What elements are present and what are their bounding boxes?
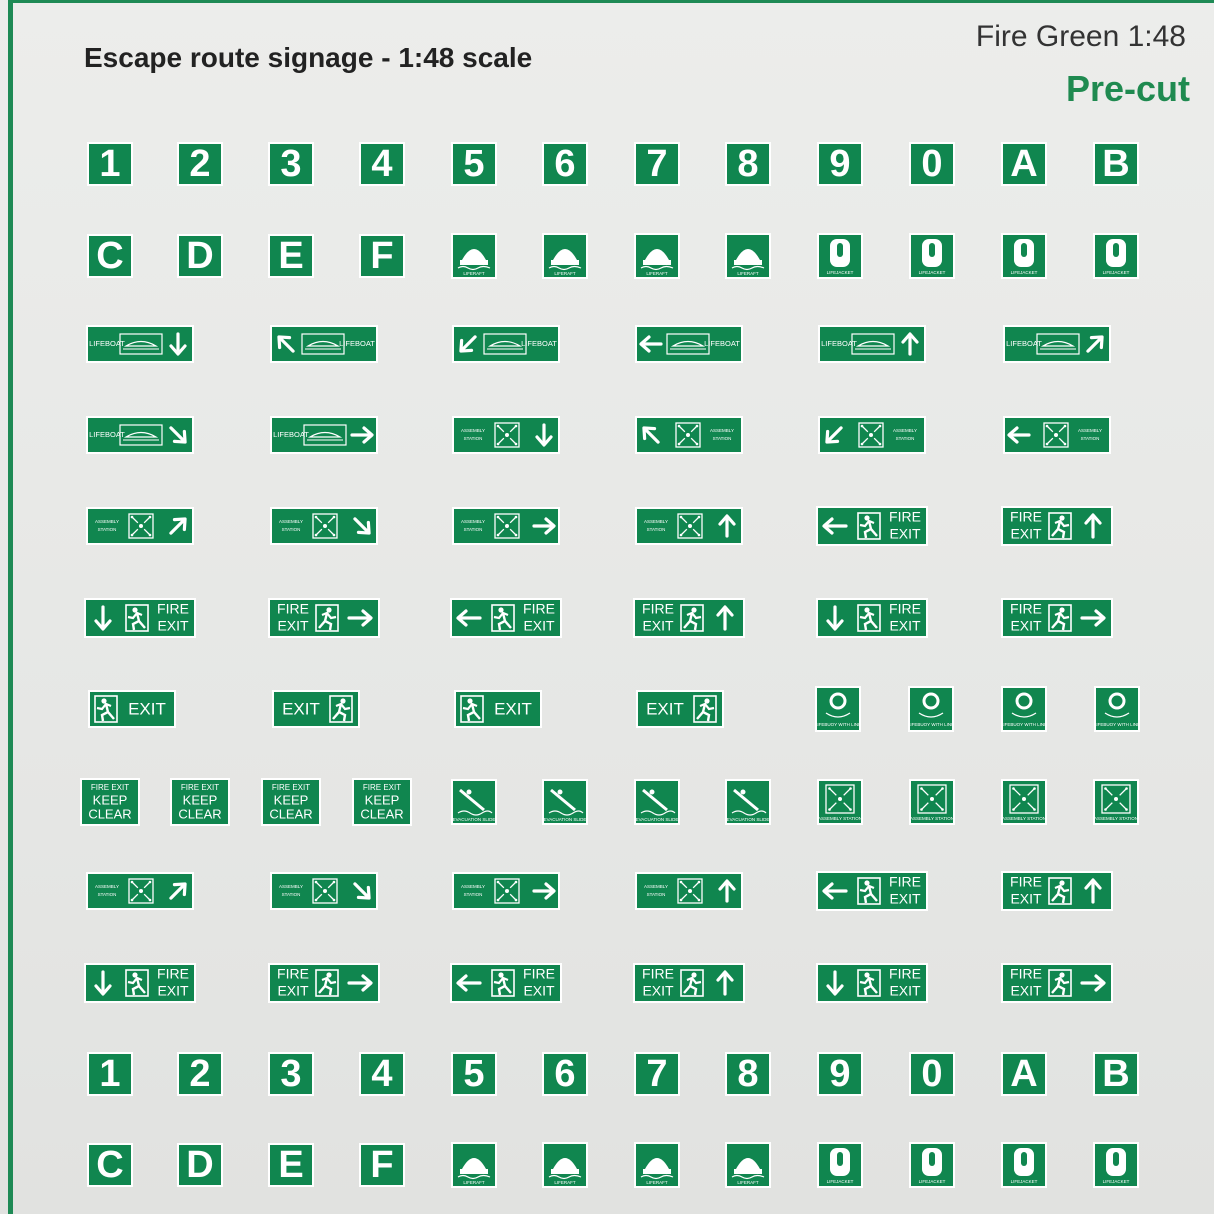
sign-character-text: 4 xyxy=(371,1053,393,1096)
assembly-caption: ASSEMBLY STATION xyxy=(1094,816,1138,822)
sign-character-text: F xyxy=(370,235,394,278)
assembly-station-sign xyxy=(818,780,862,824)
sign-character-text: 5 xyxy=(463,143,485,186)
assembly-label: ASSEMBLY xyxy=(461,428,485,434)
lifejacket-caption: LIFEJACKET xyxy=(1102,1179,1130,1185)
lifejacket-sign xyxy=(1094,1143,1138,1187)
lifejacket-caption: LIFEJACKET xyxy=(1102,270,1130,276)
fire-label: FIRE xyxy=(277,600,309,617)
sign-character-text: B xyxy=(1102,1053,1130,1096)
fire-label: FIRE xyxy=(889,508,921,525)
fire-label: FIRE xyxy=(1010,873,1042,890)
keep-clear-header: FIRE EXIT xyxy=(180,783,220,793)
sign-character-text: 5 xyxy=(463,1053,485,1096)
precut-label: Pre-cut xyxy=(1065,68,1190,109)
sign-character xyxy=(88,235,132,277)
liferaft-caption: LIFERAFT xyxy=(463,271,485,277)
lifeboat-label: LIFEBOAT xyxy=(821,338,857,348)
assembly-label: STATION xyxy=(463,527,483,533)
assembly-up-sign xyxy=(636,508,742,544)
liferaft-sign xyxy=(543,1143,587,1187)
sign-character xyxy=(178,1144,222,1186)
lifebuoy-caption: LIFEBUOY WITH LINE xyxy=(1000,722,1048,728)
lifejacket-caption: LIFEJACKET xyxy=(826,1179,854,1185)
fire-label: FIRE xyxy=(157,965,189,982)
exit-sign xyxy=(273,691,359,727)
fire-label: FIRE xyxy=(1010,508,1042,525)
assembly-label: ASSEMBLY xyxy=(95,884,119,890)
fire-label: FIRE xyxy=(523,600,555,617)
sign-character-text: 8 xyxy=(737,143,759,186)
assembly-label: ASSEMBLY xyxy=(893,428,917,434)
fire-exit-right-sign xyxy=(269,964,379,1002)
sign-character-text: C xyxy=(96,235,124,278)
fire-label: FIRE xyxy=(889,600,921,617)
clear-label: CLEAR xyxy=(360,806,404,822)
sign-character xyxy=(269,143,313,185)
sign-character-text: 0 xyxy=(921,1053,943,1096)
lifebuoy-caption: LIFEBUOY WITH LINE xyxy=(907,722,955,728)
lifejacket-caption: LIFEJACKET xyxy=(826,270,854,276)
sign-character-text: 6 xyxy=(554,1053,576,1096)
lifeboat-down-left-sign xyxy=(453,326,559,362)
fire-exit-right-sign xyxy=(269,599,379,637)
sign-character xyxy=(269,1144,313,1186)
sign-character xyxy=(635,1053,679,1095)
assembly-up-sign xyxy=(636,873,742,909)
sign-character xyxy=(818,1053,862,1095)
assembly-label: STATION xyxy=(646,892,666,898)
lifejacket-sign xyxy=(910,1143,954,1187)
exit-label: EXIT xyxy=(1010,617,1042,634)
sign-character-text: 1 xyxy=(99,143,121,186)
sign-character xyxy=(360,143,404,185)
exit-label: EXIT xyxy=(282,699,320,719)
assembly-left-sign xyxy=(1004,417,1110,453)
assembly-caption: ASSEMBLY STATION xyxy=(818,816,862,822)
keep-label: KEEP xyxy=(182,792,218,808)
evacuation-slide-sign xyxy=(543,780,587,824)
sign-character xyxy=(360,1053,404,1095)
lifejacket-icon xyxy=(1014,1148,1034,1176)
exit-label: EXIT xyxy=(157,982,189,999)
fire-exit-keep-clear-sign xyxy=(353,779,411,825)
lifeboat-label: LIFEBOAT xyxy=(704,338,740,348)
fire-exit-left-sign xyxy=(817,872,927,910)
liferaft-sign xyxy=(726,234,770,278)
assembly-label: ASSEMBLY xyxy=(461,884,485,890)
lifeboat-up-right-sign xyxy=(1004,326,1110,362)
evacuation-caption: EVACUATION SLIDE xyxy=(543,817,587,823)
fire-label: FIRE xyxy=(523,965,555,982)
exit-label: EXIT xyxy=(642,617,674,634)
assembly-label: STATION xyxy=(646,527,666,533)
fire-label: FIRE xyxy=(1010,965,1042,982)
exit-label: EXIT xyxy=(1010,525,1042,542)
fire-exit-down-sign xyxy=(85,964,195,1002)
assembly-label: STATION xyxy=(1080,436,1100,442)
lifeboat-up-sign xyxy=(819,326,925,362)
assembly-label: STATION xyxy=(97,892,117,898)
fire-label: FIRE xyxy=(889,873,921,890)
fire-exit-left-sign xyxy=(451,599,561,637)
assembly-down-right-sign xyxy=(271,873,377,909)
sign-character-text: 7 xyxy=(646,143,668,186)
sign-character-text: 3 xyxy=(280,143,302,186)
keep-clear-header: FIRE EXIT xyxy=(90,783,130,793)
sign-character xyxy=(452,1053,496,1095)
sign-character-text: 8 xyxy=(737,1053,759,1096)
sign-character xyxy=(818,143,862,185)
assembly-label: STATION xyxy=(281,892,301,898)
sheet-border-left xyxy=(8,0,13,1214)
exit-label: EXIT xyxy=(277,617,309,634)
liferaft-sign xyxy=(543,234,587,278)
sign-character xyxy=(269,1053,313,1095)
sign-character xyxy=(1002,143,1046,185)
exit-label: EXIT xyxy=(646,699,684,719)
assembly-label: ASSEMBLY xyxy=(279,884,303,890)
sign-character xyxy=(178,143,222,185)
lifeboat-label: LIFEBOAT xyxy=(89,429,125,439)
evacuation-caption: EVACUATION SLIDE xyxy=(635,817,679,823)
lifebuoy-caption: LIFEBUOY WITH LINE xyxy=(814,722,862,728)
lifebuoy-sign xyxy=(816,687,860,731)
lifeboat-up-left-sign xyxy=(271,326,377,362)
fire-exit-right-sign xyxy=(1002,599,1112,637)
exit-sign xyxy=(455,691,541,727)
sign-character-text: 7 xyxy=(646,1053,668,1096)
sign-character-text: D xyxy=(186,1144,214,1187)
exit-label: EXIT xyxy=(889,525,921,542)
sign-character-text: F xyxy=(370,1144,394,1187)
keep-label: KEEP xyxy=(273,792,309,808)
sign-character-text: 0 xyxy=(921,143,943,186)
liferaft-caption: LIFERAFT xyxy=(737,271,759,277)
assembly-label: STATION xyxy=(712,436,732,442)
liferaft-caption: LIFERAFT xyxy=(554,1180,576,1186)
lifebuoy-caption: LIFEBUOY WITH LINE xyxy=(1093,722,1141,728)
assembly-label: ASSEMBLY xyxy=(644,884,668,890)
assembly-up-right-sign xyxy=(87,508,193,544)
assembly-label: STATION xyxy=(281,527,301,533)
clear-label: CLEAR xyxy=(178,806,222,822)
lifejacket-icon xyxy=(830,239,850,267)
lifeboat-down-sign xyxy=(87,326,193,362)
lifejacket-sign xyxy=(910,234,954,278)
fire-exit-up-sign xyxy=(634,599,744,637)
fire-exit-keep-clear-sign xyxy=(171,779,229,825)
sign-character xyxy=(1002,1053,1046,1095)
sign-character xyxy=(1094,1053,1138,1095)
fire-exit-right-sign xyxy=(1002,964,1112,1002)
lifeboat-right-sign xyxy=(271,417,377,453)
sign-character-text: 4 xyxy=(371,143,393,186)
sign-character xyxy=(178,1053,222,1095)
assembly-caption: ASSEMBLY STATION xyxy=(910,816,954,822)
lifejacket-icon xyxy=(1014,239,1034,267)
evacuation-caption: EVACUATION SLIDE xyxy=(726,817,770,823)
liferaft-sign xyxy=(635,234,679,278)
lifeboat-label: LIFEBOAT xyxy=(339,338,375,348)
sign-character xyxy=(88,143,132,185)
lifebuoy-sign xyxy=(1095,687,1139,731)
fire-exit-left-sign xyxy=(451,964,561,1002)
assembly-label: ASSEMBLY xyxy=(95,519,119,525)
assembly-station-sign xyxy=(1002,780,1046,824)
exit-label: EXIT xyxy=(889,982,921,999)
exit-label: EXIT xyxy=(277,982,309,999)
fire-label: FIRE xyxy=(277,965,309,982)
assembly-label: ASSEMBLY xyxy=(1078,428,1102,434)
assembly-label: ASSEMBLY xyxy=(461,519,485,525)
liferaft-sign xyxy=(726,1143,770,1187)
sign-character-text: 9 xyxy=(829,1053,851,1096)
lifejacket-sign xyxy=(818,1143,862,1187)
sign-character-text: B xyxy=(1102,143,1130,186)
lifejacket-icon xyxy=(830,1148,850,1176)
assembly-label: STATION xyxy=(463,892,483,898)
assembly-label: STATION xyxy=(97,527,117,533)
fire-exit-keep-clear-sign xyxy=(81,779,139,825)
sign-character-text: 3 xyxy=(280,1053,302,1096)
sign-character-text: E xyxy=(278,235,304,278)
sign-character xyxy=(178,235,222,277)
lifejacket-sign xyxy=(818,234,862,278)
exit-sign xyxy=(89,691,175,727)
fire-exit-up-sign xyxy=(1002,507,1112,545)
clear-label: CLEAR xyxy=(269,806,313,822)
sign-character xyxy=(269,235,313,277)
assembly-station-sign xyxy=(910,780,954,824)
assembly-station-sign xyxy=(1094,780,1138,824)
assembly-label: ASSEMBLY xyxy=(710,428,734,434)
lifeboat-down-right-sign xyxy=(87,417,193,453)
evacuation-slide-sign xyxy=(452,780,496,824)
sheet-title: Escape route signage - 1:48 scale xyxy=(84,42,533,73)
evacuation-caption: EVACUATION SLIDE xyxy=(452,817,496,823)
color-label: Fire Green 1:48 xyxy=(975,20,1186,53)
lifejacket-sign xyxy=(1094,234,1138,278)
exit-label: EXIT xyxy=(157,617,189,634)
sign-character xyxy=(1094,143,1138,185)
fire-exit-keep-clear-sign xyxy=(262,779,320,825)
sign-character xyxy=(910,143,954,185)
exit-label: EXIT xyxy=(523,617,555,634)
keep-clear-header: FIRE EXIT xyxy=(271,783,311,793)
clear-label: CLEAR xyxy=(88,806,132,822)
lifejacket-caption: LIFEJACKET xyxy=(1010,1179,1038,1185)
sign-character-text: A xyxy=(1010,1053,1038,1096)
sign-character xyxy=(910,1053,954,1095)
sign-character xyxy=(360,1144,404,1186)
fire-label: FIRE xyxy=(1010,600,1042,617)
exit-label: EXIT xyxy=(889,617,921,634)
lifejacket-sign xyxy=(1002,1143,1046,1187)
fire-exit-down-sign xyxy=(817,599,927,637)
lifeboat-label: LIFEBOAT xyxy=(521,338,557,348)
assembly-right-sign xyxy=(453,508,559,544)
fire-label: FIRE xyxy=(642,965,674,982)
sign-character-text: E xyxy=(278,1144,304,1187)
sign-character xyxy=(88,1053,132,1095)
assembly-down-left-sign xyxy=(819,417,925,453)
fire-label: FIRE xyxy=(157,600,189,617)
sign-character xyxy=(452,143,496,185)
assembly-down-sign xyxy=(453,417,559,453)
lifejacket-sign xyxy=(1002,234,1046,278)
lifejacket-icon xyxy=(922,1148,942,1176)
assembly-right-sign xyxy=(453,873,559,909)
sign-character-text: A xyxy=(1010,143,1038,186)
exit-label: EXIT xyxy=(889,890,921,907)
assembly-up-left-sign xyxy=(636,417,742,453)
sign-character-text: 2 xyxy=(189,143,211,186)
lifejacket-caption: LIFEJACKET xyxy=(918,270,946,276)
sign-character xyxy=(726,143,770,185)
lifebuoy-sign xyxy=(1002,687,1046,731)
sign-character-text: C xyxy=(96,1144,124,1187)
lifebuoy-sign xyxy=(909,687,953,731)
assembly-down-right-sign xyxy=(271,508,377,544)
exit-label: EXIT xyxy=(523,982,555,999)
sign-character-text: 2 xyxy=(189,1053,211,1096)
assembly-label: STATION xyxy=(895,436,915,442)
lifejacket-caption: LIFEJACKET xyxy=(1010,270,1038,276)
fire-exit-left-sign xyxy=(817,507,927,545)
fire-exit-down-sign xyxy=(817,964,927,1002)
sheet-border-top xyxy=(8,0,1214,3)
lifeboat-label: LIFEBOAT xyxy=(1006,338,1042,348)
sign-character-text: 1 xyxy=(99,1053,121,1096)
liferaft-caption: LIFERAFT xyxy=(646,1180,668,1186)
liferaft-caption: LIFERAFT xyxy=(646,271,668,277)
assembly-caption: ASSEMBLY STATION xyxy=(1002,816,1046,822)
assembly-label: ASSEMBLY xyxy=(644,519,668,525)
assembly-up-right-sign xyxy=(87,873,193,909)
lifejacket-icon xyxy=(1106,239,1126,267)
lifejacket-icon xyxy=(922,239,942,267)
liferaft-sign xyxy=(452,234,496,278)
evacuation-slide-sign xyxy=(635,780,679,824)
lifejacket-icon xyxy=(1106,1148,1126,1176)
liferaft-sign xyxy=(635,1143,679,1187)
sign-character xyxy=(635,143,679,185)
assembly-label: ASSEMBLY xyxy=(279,519,303,525)
sign-character xyxy=(726,1053,770,1095)
sign-character xyxy=(543,143,587,185)
fire-label: FIRE xyxy=(642,600,674,617)
lifeboat-left-sign xyxy=(636,326,742,362)
liferaft-sign xyxy=(452,1143,496,1187)
sign-character xyxy=(360,235,404,277)
exit-label: EXIT xyxy=(494,699,532,719)
fire-label: FIRE xyxy=(889,965,921,982)
lifeboat-label: LIFEBOAT xyxy=(273,429,309,439)
lifejacket-caption: LIFEJACKET xyxy=(918,1179,946,1185)
liferaft-caption: LIFERAFT xyxy=(463,1180,485,1186)
sign-character-text: 9 xyxy=(829,143,851,186)
fire-exit-up-sign xyxy=(1002,872,1112,910)
lifeboat-label: LIFEBOAT xyxy=(89,338,125,348)
exit-label: EXIT xyxy=(642,982,674,999)
evacuation-slide-sign xyxy=(726,780,770,824)
keep-clear-header: FIRE EXIT xyxy=(362,783,402,793)
exit-sign xyxy=(637,691,723,727)
sign-character-text: 6 xyxy=(554,143,576,186)
liferaft-caption: LIFERAFT xyxy=(554,271,576,277)
exit-label: EXIT xyxy=(128,699,166,719)
sign-character-text: D xyxy=(186,235,214,278)
exit-label: EXIT xyxy=(1010,890,1042,907)
keep-label: KEEP xyxy=(364,792,400,808)
assembly-label: STATION xyxy=(463,436,483,442)
fire-exit-down-sign xyxy=(85,599,195,637)
fire-exit-up-sign xyxy=(634,964,744,1002)
keep-label: KEEP xyxy=(92,792,128,808)
sign-character xyxy=(88,1144,132,1186)
liferaft-caption: LIFERAFT xyxy=(737,1180,759,1186)
exit-label: EXIT xyxy=(1010,982,1042,999)
sign-character xyxy=(543,1053,587,1095)
